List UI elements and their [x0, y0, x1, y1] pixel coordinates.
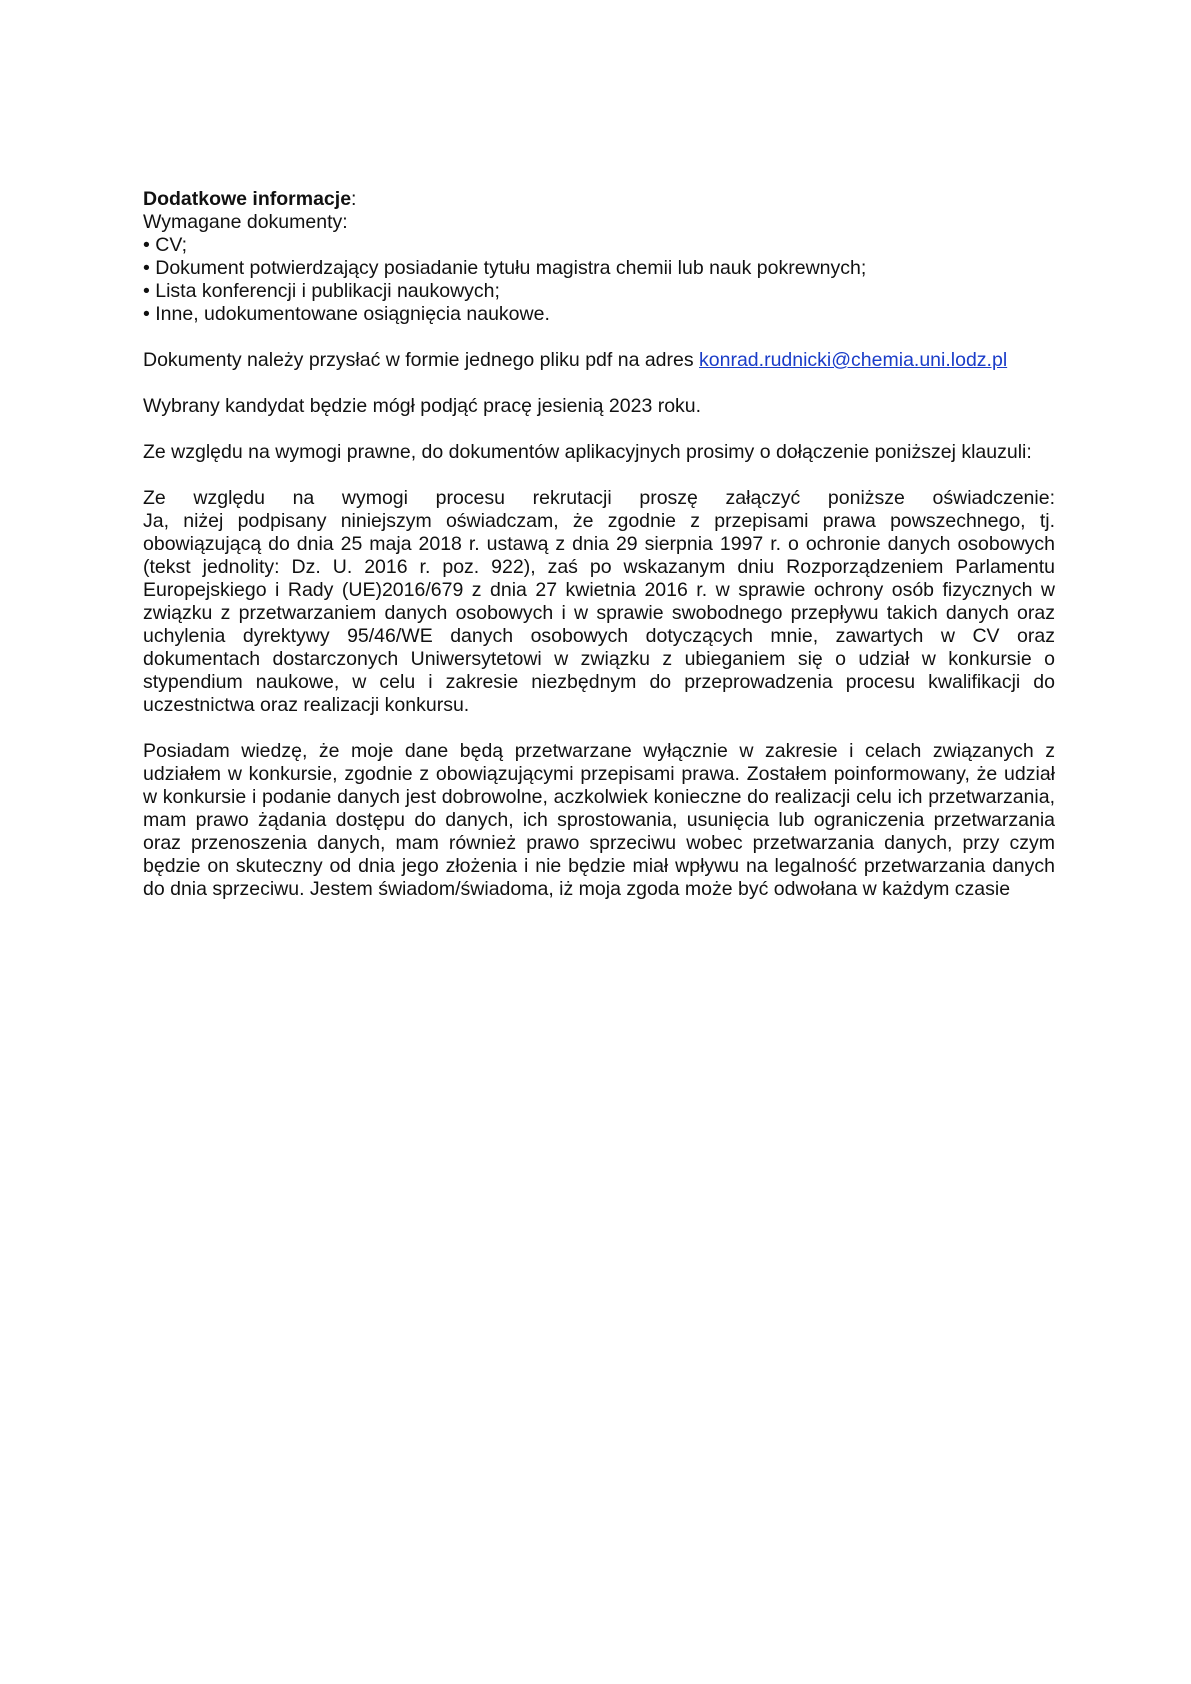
email-link[interactable]: konrad.rudnicki@chemia.uni.lodz.pl: [699, 349, 1008, 371]
section-heading: [143, 188, 1055, 211]
document-body: [143, 188, 1055, 901]
spacer: [143, 464, 1055, 487]
list-item: • CV;: [143, 234, 1055, 257]
required-docs-title: Wymagane dokumenty:: [143, 211, 348, 233]
spacer: [143, 418, 1055, 441]
list-item: • Lista konferencji i publikacji naukowych;: [143, 280, 1055, 303]
list-item: • Dokument potwierdzający posiadanie tytułu magistra chemii lub nauk pokrewnych;: [143, 257, 1055, 280]
heading-text: Dodatkowe informacje: [143, 188, 352, 210]
clause-intro-paragraph: Ze względu na wymogi prawne, do dokumentów aplikacyjnych prosimy o dołączenie poniższej klauzuli:: [143, 441, 1032, 463]
required-docs-list: [143, 234, 1055, 326]
spacer: [143, 326, 1055, 349]
submission-text: Dokumenty należy przysłać w formie jednego pliku pdf na adres: [143, 349, 700, 371]
start-info-paragraph: Wybrany kandydat będzie mógł podjąć pracę jesienią 2023 roku.: [143, 395, 702, 417]
submission-paragraph: [143, 349, 1055, 372]
declaration-first-line: Ze względu na wymogi procesu rekrutacji proszę załączyć poniższe oświadczenie:: [143, 487, 1055, 509]
spacer: [143, 717, 1055, 740]
declaration-paragraph: Ja, niżej podpisany niniejszym oświadczam, że zgodnie z przepisami prawa powszechnego, tj. obowiązującą do dnia 25 maja 2018 r. ustawą z dnia 29 sierpnia 1997 r. o ochronie danych osobowych (tekst jednolity: Dz. U. 2016 r. poz. 922), zaś po wskazanym dniu Rozporządzeniem Parlamentu Europejskiego i Rady (UE)2016/679 z dnia 27 kwietnia 2016 r. w sprawie ochrony osób fizycznych w związku z przetwarzaniem danych osobowych i w sprawie swobodnego przepływu takich danych oraz uchylenia dyrektywy 95/46/WE danych osobowych dotyczących mnie, zawartych w CV oraz dokumentach dostarczonych Uniwersytetowi w związku z ubieganiem się o udział w konkursie o stypendium naukowe, w celu i zakresie niezbędnym do przeprowadzenia procesu kwalifikacji do uczestnictwa oraz realizacji konkursu.: [143, 510, 1055, 716]
list-item: • Inne, udokumentowane osiągnięcia naukowe.: [143, 303, 1055, 326]
heading-colon: :: [351, 188, 357, 210]
spacer: [143, 372, 1055, 395]
consent-paragraph: Posiadam wiedzę, że moje dane będą przetwarzane wyłącznie w zakresie i celach związanych z udziałem w konkursie, zgodnie z obowiązującymi przepisami prawa. Zostałem poinformowany, że udział w konkursie i podanie danych jest dobrowolne, aczkolwiek konieczne do realizacji celu ich przetwarzania, mam prawo żądania dostępu do danych, ich sprostowania, usunięcia lub ograniczenia przetwarzania oraz przenoszenia danych, mam również prawo sprzeciwu wobec przetwarzania danych, przy czym będzie on skuteczny od dnia jego złożenia i nie będzie miał wpływu na legalność przetwarzania danych do dnia sprzeciwu. Jestem świadom/świadoma, iż moja zgoda może być odwołana w każdym czasie: [143, 740, 1055, 900]
